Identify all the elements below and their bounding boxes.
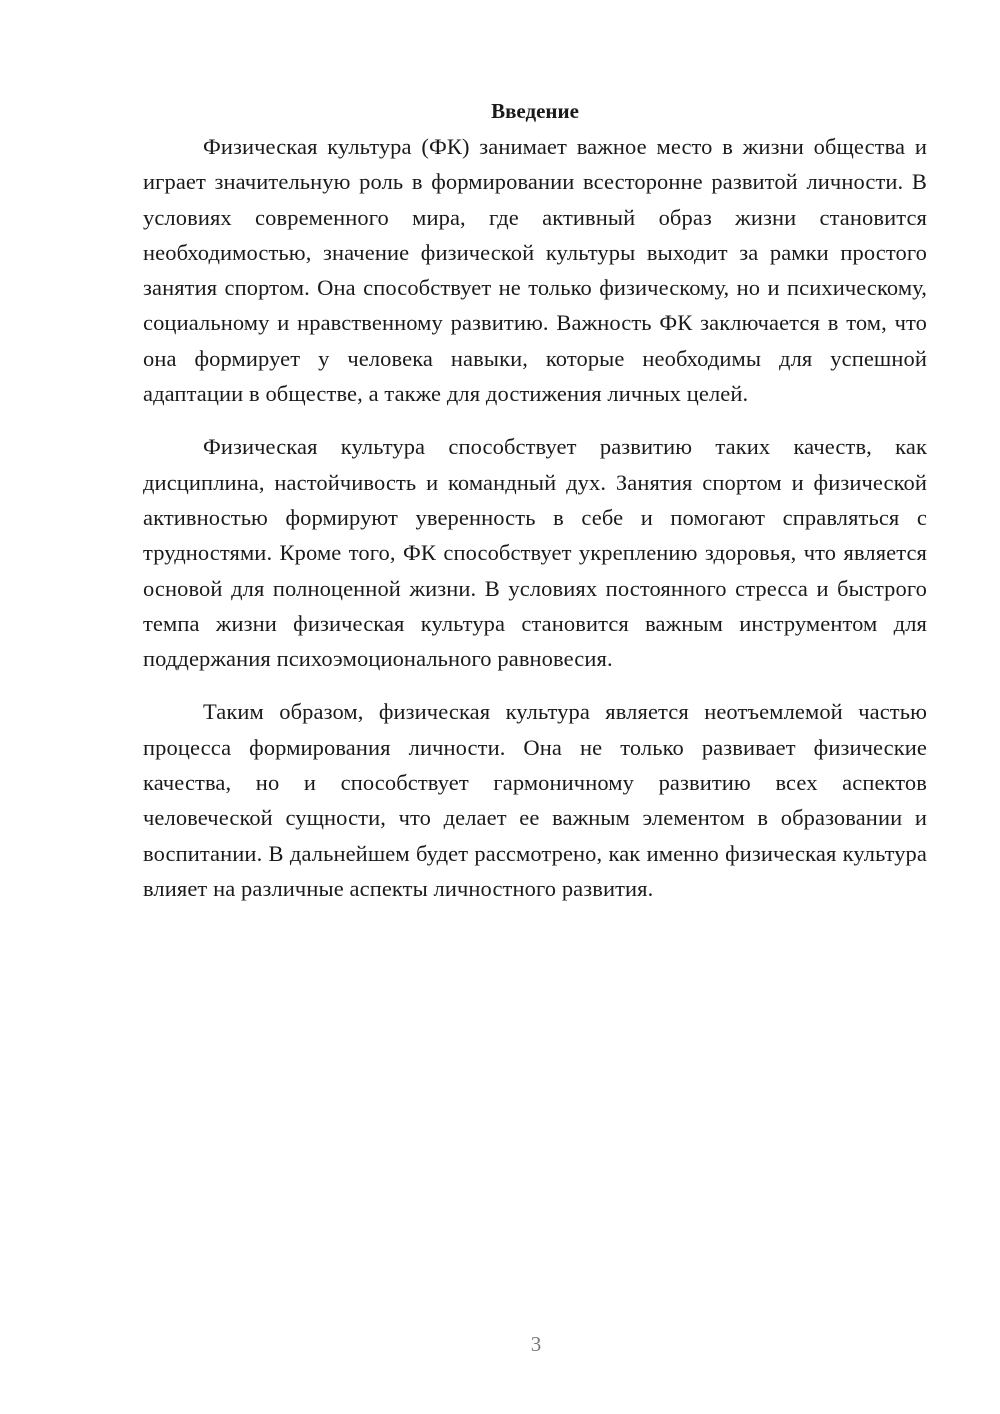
- section-title: Введение: [491, 99, 579, 123]
- page-number: 3: [530, 1332, 542, 1356]
- paragraph-1: Физическая культура (ФК) занимает важное место в жизни общества и играет значительную роль в формировании всесторонне развитой личности. В условиях современного мира, где активный образ жизни становится необходимостью, значение физической культуры выходит за рамки простого занятия спортом. Она способствует не только физическому, но и психическому, социальному и нравственному развитию. Важность ФК заключается в том, что она формирует у человека навыки, которые необходимы для успешной адаптации в обществе, а также для достижения личных целей.: [143, 134, 927, 407]
- paragraph-2: Физическая культура способствует развитию таких качеств, как дисциплина, настойчивость и командный дух. Занятия спортом и физической активностью формируют уверенность в себе и помогают справляться с трудностями. Кроме того, ФК способствует укреплению здоровья, что является основой для полноценной жизни. В условиях постоянного стресса и быстрого темпа жизни физическая культура становится важным инструментом для поддержания психоэмоционального равновесия.: [143, 434, 927, 672]
- page-content: [143, 94, 927, 924]
- paragraph-3: Таким образом, физическая культура является неотъемлемой частью процесса формирования личности. Она не только развивает физические качества, но и способствует гармоничному развитию всех аспектов человеческой сущности, что делает ее важным элементом в образовании и воспитании. В дальнейшем будет рассмотрено, как именно физическая культура влияет на различные аспекты личностного развития.: [143, 699, 927, 901]
